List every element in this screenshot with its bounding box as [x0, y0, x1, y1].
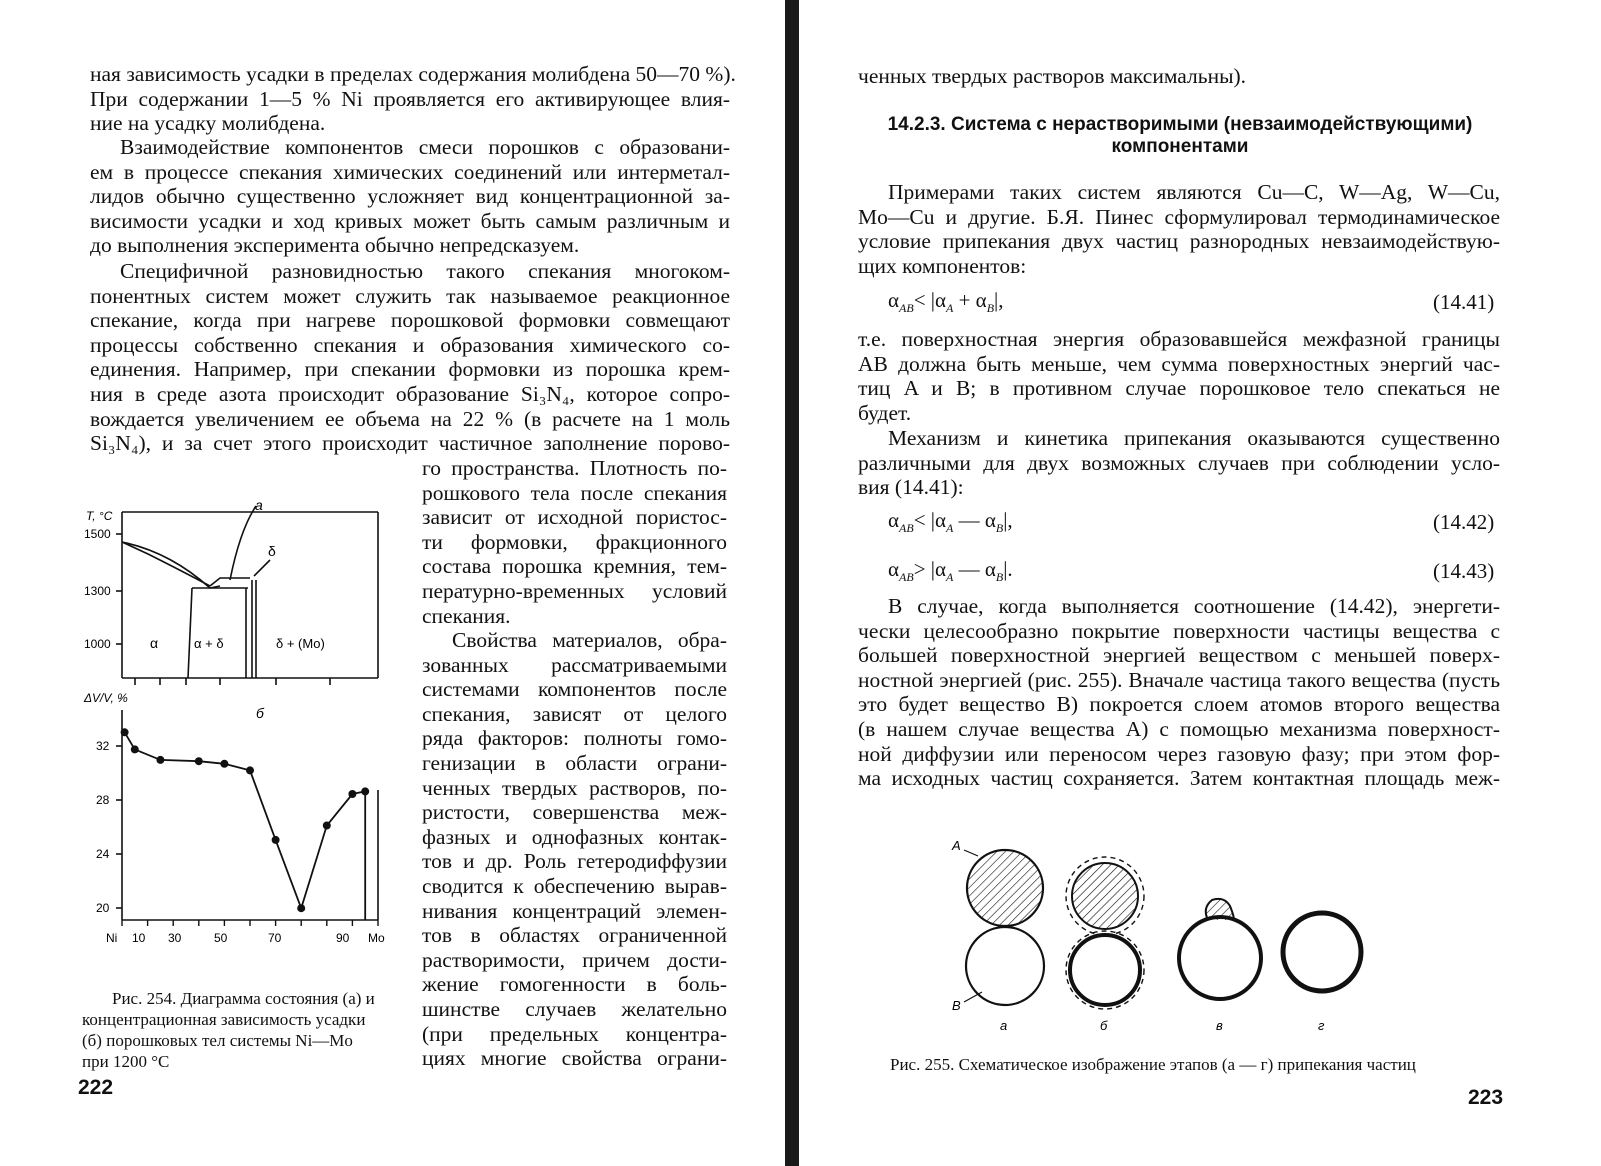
left-paragraph-3	[90, 259, 730, 456]
figure-255-caption: Рис. 255. Схематическое изображение этапов (а — г) припекания частиц	[890, 1055, 1416, 1074]
right-paragraph-4	[858, 594, 1500, 791]
particle-a-shrinking	[1072, 863, 1138, 929]
stage-label: в	[1216, 1018, 1223, 1033]
text-line: ряда факторов: полноты гомо-	[422, 726, 727, 751]
left-page	[0, 0, 790, 1166]
text-line: пературно-временных условий	[422, 578, 727, 603]
figure-255	[950, 830, 1370, 1040]
text-line: до выполнения эксперимента обычно непредсказуем.	[90, 233, 580, 258]
equation-number: (14.42)	[1433, 510, 1495, 534]
equation-number: (14.41)	[1433, 290, 1495, 314]
text-line: ной диффузии или переносом через газовую фазу; при этом фор-	[858, 741, 1500, 766]
label-B: B	[952, 998, 961, 1013]
label-a-leader	[964, 850, 978, 856]
text-line: ристости, совершенства меж-	[422, 800, 727, 825]
text-line: тиц A и B; в противном случае порошковое тело спекаться не	[858, 376, 1500, 401]
text-line: ние на усадку молибдена.	[90, 111, 326, 136]
text-line: (при предельных концентра-	[422, 1021, 727, 1046]
text-line: генизации в области ограни-	[422, 750, 727, 775]
text-line: ностной энергией (рис. 255). Вначале частица такого вещества (пусть	[858, 667, 1500, 692]
data-point	[297, 904, 305, 912]
equation-14-43: $\alpha_{AB}> |\alpha_A$ — $\alpha_B|$.	[888, 557, 1013, 585]
text-line: Mo—Cu и другие. Б.Я. Пинес сформулировал термодинамическое	[858, 204, 1500, 229]
tick-label: 24	[96, 847, 110, 861]
section-heading-line: 14.2.3. Система с нерастворимыми (невзаимодействующими)	[887, 114, 1473, 135]
text-line: т.е. поверхностная энергия образовавшейся межфазной границы	[858, 327, 1500, 351]
phase-label-delta-mo: δ + (Mo)	[276, 636, 325, 651]
tick-label: 32	[96, 739, 110, 753]
text-line: ем в процессе спекания химических соединений или интерметал-	[90, 159, 730, 184]
right-top-line	[858, 64, 1498, 89]
text-line: висимости усадки и ход кривых может быть самым различным и	[90, 208, 730, 233]
equation-14-41: $\alpha_{AB}< |\alpha_A + \alpha_B|$,	[888, 288, 1004, 316]
text-line: циях многие свойства ограни-	[422, 1046, 727, 1071]
text-line: рошкового тела после спекания	[422, 480, 727, 505]
data-point	[131, 745, 139, 753]
liquidus-right	[230, 506, 256, 580]
figure-label-a: а	[255, 497, 263, 513]
shrinkage-plot	[116, 710, 378, 920]
text-line: различными для двух возможных случаев при соблюдении усло-	[858, 450, 1500, 475]
text-line: AB должна быть меньше, чем сумма поверхностных энергий час-	[858, 351, 1500, 376]
page-number-left: 222	[78, 1076, 114, 1099]
text-line: вождается увеличением ее объема на 22 % (в расчете на 1 моль	[90, 406, 730, 431]
liquidus-left	[122, 542, 210, 586]
right-paragraph-3	[858, 426, 1500, 500]
caption-line: концентрационная зависимость усадки	[82, 1010, 366, 1029]
text-line: спекания.	[422, 603, 511, 628]
text-line: ти формовки, фракционного	[422, 529, 727, 554]
page-number-right: 223	[1468, 1086, 1504, 1109]
data-point	[156, 756, 164, 764]
tick-label: 1500	[84, 527, 111, 541]
text-line: го пространства. Плотность по-	[422, 456, 727, 480]
label-b-leader	[964, 992, 982, 1002]
tick-label: 70	[268, 931, 282, 945]
text-line: чески целесообразно покрытие поверхности частицы вещества с	[858, 618, 1500, 643]
text-line: будет.	[858, 400, 912, 425]
text-line: лидов обычно существенно усложняет вид концентрационной за-	[90, 184, 730, 209]
section-heading-line: компонентами	[1111, 136, 1249, 157]
x-ticks-b	[122, 920, 378, 926]
tick-label: 50	[214, 931, 228, 945]
particle-coated	[1179, 917, 1261, 999]
left-paragraph-2	[90, 135, 730, 258]
caption-line: (б) порошковых тел системы Ni—Mo	[82, 1031, 353, 1050]
data-point	[272, 836, 280, 844]
text-line: Специфичной разновидностью такого спекания многоком-	[120, 259, 730, 283]
text-line: условие припекания двух частиц разнородных невзаимодействую-	[858, 229, 1500, 254]
equation-number: (14.43)	[1433, 559, 1495, 583]
text-line: Механизм и кинетика припекания оказываются существенно	[888, 426, 1500, 450]
text-line: Взаимодействие компонентов смеси порошков с образовани-	[120, 135, 730, 159]
text-line: шинстве случаев желательно	[422, 996, 727, 1021]
text-line: ченных твердых растворов максимальны).	[858, 64, 1247, 88]
data-point	[361, 787, 369, 795]
text-line: вия (14.41):	[858, 475, 964, 500]
text-line: процессы собственно спекания и образования химического со-	[90, 332, 730, 357]
particle-a-top	[967, 850, 1043, 926]
text-line: нивания концентраций элемен-	[422, 898, 727, 923]
delta-label: δ	[268, 543, 276, 559]
text-line: ченных твердых растворов, по-	[422, 775, 727, 800]
tick-label: 28	[96, 793, 110, 807]
text-line: растворимости, причем дости-	[422, 947, 727, 972]
text-line: тов и др. Роль гетеродиффузии	[422, 849, 727, 874]
text-line: фазных и однофазных контак-	[422, 824, 727, 849]
right-page	[810, 0, 1601, 1166]
left-side-column-1	[422, 456, 727, 628]
tick-label: 30	[168, 931, 182, 945]
right-paragraph-2	[858, 327, 1500, 425]
caption-line: при 1200 °C	[82, 1052, 170, 1071]
stage-label: б	[1100, 1018, 1108, 1033]
phase-diagram	[116, 506, 378, 685]
text-line: (в нашем случае вещества A) с помощью механизма поверхност-	[858, 716, 1500, 741]
text-line: тов в областях ограниченной	[422, 923, 727, 948]
text-line: понентных систем может служить так называемое реакционное	[90, 283, 730, 308]
stage-label: г	[1318, 1018, 1325, 1033]
data-point	[220, 760, 228, 768]
text-line: состава порошка кремния, тем-	[422, 554, 727, 579]
left-paragraph-1	[90, 62, 736, 136]
text-line: зованных рассматриваемыми	[422, 652, 727, 677]
data-point	[323, 822, 331, 830]
alpha-boundary	[188, 588, 192, 678]
text-line: системами компонентов после	[422, 677, 727, 702]
stage-b-particles	[1066, 857, 1144, 1009]
text-line: это будет вещество B) покроется слоем атомов второго вещества	[858, 692, 1500, 717]
figure-254-caption	[82, 988, 402, 1072]
dv-axis-label: ΔV/V, %	[84, 691, 128, 705]
text-line: единения. Например, при спекании формовки из порошка крем-	[90, 357, 730, 382]
stage-v-particle	[1179, 899, 1261, 999]
particle-b-bottom	[966, 927, 1044, 1005]
t-axis-label: T, °C	[86, 509, 113, 523]
tick-label: 90	[336, 931, 350, 945]
equation-14-42: $\alpha_{AB}< |\alpha_A$ — $\alpha_B|$,	[888, 508, 1013, 536]
residual-a-neck	[1206, 899, 1234, 920]
text-line: ния в среде азота происходит образование Si₃N₄, которое сопро-	[90, 381, 730, 406]
text-line: жение гомогенности в боль-	[422, 972, 727, 997]
text-line: зависит от исходной пористос-	[422, 505, 727, 530]
tick-label: Mo	[368, 931, 385, 945]
phase-label-alpha-delta: α + δ	[194, 636, 224, 651]
caption-line: Рис. 254. Диаграмма состояния (а) и	[112, 989, 375, 1008]
text-line: большей поверхностной энергией веществом с меньшей поверх-	[858, 643, 1500, 668]
tick-label: 10	[132, 931, 146, 945]
section-heading	[850, 114, 1510, 158]
text-line: сводится к обеспечению вырав-	[422, 873, 727, 898]
text-line: Примерами таких систем являются Cu—C, W—Ag, W—Cu,	[888, 180, 1500, 204]
data-point	[195, 757, 203, 765]
delta-leader	[254, 560, 270, 576]
figure-label-b: б	[256, 705, 264, 721]
particle-b-coated	[1070, 935, 1140, 1005]
stage-a-particles	[964, 850, 1044, 1005]
text-line: При содержании 1—5 % Ni проявляется его активирующее влия-	[90, 86, 730, 111]
tick-label: 1300	[84, 584, 111, 598]
text-line: ная зависимость усадки в пределах содержания молибдена 50—70 %).	[90, 62, 736, 86]
figure-254	[80, 490, 400, 960]
tick-label: 1000	[84, 637, 111, 651]
text-line: Si₃N₄), и за счет этого происходит частичное заполнение порово-	[90, 431, 730, 456]
right-paragraph-1	[858, 180, 1500, 278]
particle-final	[1283, 913, 1361, 991]
data-point	[348, 790, 356, 798]
phase-label-alpha: α	[150, 635, 159, 651]
stage-label: а	[1000, 1018, 1008, 1033]
stage-g-particle	[1283, 913, 1361, 991]
text-line: щих компонентов:	[858, 253, 1027, 278]
tick-label: 20	[96, 901, 110, 915]
text-line: спекания, зависят от целого	[422, 701, 727, 726]
text-line: Свойства материалов, обра-	[452, 628, 727, 652]
data-point	[246, 766, 254, 774]
data-point	[121, 728, 129, 736]
text-line: ма исходных частиц сохраняется. Затем контактная площадь меж-	[858, 766, 1500, 791]
text-line: спекание, когда при нагреве порошковой формовки совмещают	[90, 308, 730, 333]
text-line: В случае, когда выполняется соотношение (14.42), энергети-	[888, 594, 1500, 618]
tick-label: Ni	[106, 931, 118, 945]
left-side-column-2	[422, 628, 727, 1071]
label-A: A	[952, 838, 961, 853]
